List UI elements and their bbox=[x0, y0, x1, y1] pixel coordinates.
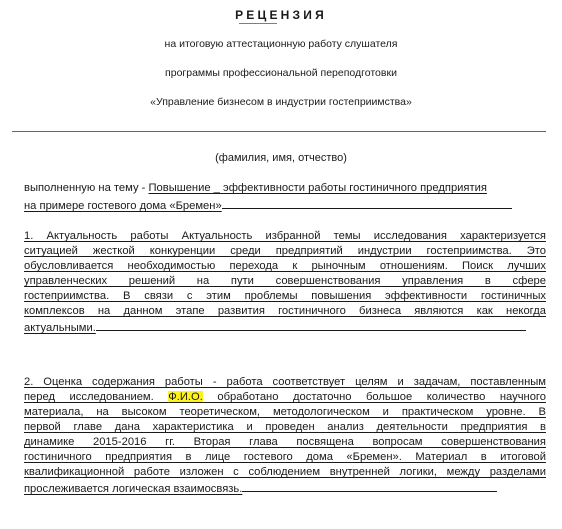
header-line-1: на итоговую аттестационную работу слушателя bbox=[164, 38, 398, 50]
section-1-line: обусловливается необходимостью перехода к рыночным отношениям. Поиск лучших bbox=[24, 260, 546, 272]
section-1-line: гостеприимства. В связи с этим проблемы повышения эффективности гостиничных bbox=[24, 290, 546, 302]
topic-part-2: на примере гостевого дома «Бремен» bbox=[24, 200, 222, 212]
title-spellcheck-underline bbox=[239, 23, 277, 24]
topic-part-1: Повышение _ эффективности работы гостиничного предприятия bbox=[148, 182, 487, 194]
document-title: РЕЦЕНЗИЯ bbox=[235, 8, 327, 22]
section-2-line: прослеживается логическая взаимосвязь. bbox=[24, 483, 243, 495]
header-line-3: «Управление бизнесом в индустрии гостеприимства» bbox=[150, 96, 412, 108]
section-2-last-line bbox=[24, 483, 497, 495]
section-2-line: динамике 2015-2016 гг. Вторая глава посвящена вопросам совершенствования bbox=[24, 436, 546, 448]
topic-line-1 bbox=[24, 181, 487, 196]
section-1-fill-blank bbox=[96, 319, 526, 331]
section-2-line: 2. Оценка содержания работы - работа соответствует целям и задачам, поставленным bbox=[24, 376, 546, 388]
section-2-line-2-after: обработано достаточно большое количество научного bbox=[202, 391, 546, 403]
section-2-line: материала, на высоком теоретическом, методологическом и практическом уровне. В bbox=[24, 406, 546, 418]
section-1-line: актуальными. bbox=[24, 322, 96, 334]
section-1-line: ситуацией жесткой конкуренции среди предприятий индустрии гостеприимства. Это bbox=[24, 245, 546, 257]
section-1-last-line bbox=[24, 322, 526, 334]
section-2-line: гостиничного предприятия в лице гостевого дома «Бремен». Материал в итоговой bbox=[24, 451, 546, 463]
section-2-line-2 bbox=[24, 390, 546, 405]
section-1-line: 1. Актуальность работы Актуальность избранной темы исследования характеризуется bbox=[24, 230, 546, 242]
section-1 bbox=[24, 229, 546, 336]
section-1-line: комплексов на данном этапе развития гостиничного бизнеса являются как некогда bbox=[24, 305, 546, 317]
name-caption: (фамилия, имя, отчество) bbox=[215, 152, 347, 164]
topic-line-2 bbox=[24, 197, 512, 214]
name-fill-line bbox=[12, 131, 546, 132]
topic-prefix: выполненную на тему - bbox=[24, 182, 149, 194]
section-2-fill-blank bbox=[242, 480, 497, 492]
topic-fill-blank bbox=[222, 197, 512, 209]
section-2-line: первой главе дана характеристика и проведен анализ деятельности предприятия в bbox=[24, 421, 546, 433]
section-1-line: управленческих решений на пути совершенствования управления в сфере bbox=[24, 275, 546, 287]
name-placeholder-highlight: Ф.И.О. bbox=[168, 391, 203, 403]
section-2 bbox=[24, 375, 546, 497]
header-line-2: программы профессиональной переподготовки bbox=[165, 67, 397, 79]
section-2-line: квалификационной работе изложен с соблюдением внутренней логики, между разделами bbox=[24, 466, 546, 478]
section-2-line-2-before: перед исследованием. bbox=[24, 391, 169, 403]
